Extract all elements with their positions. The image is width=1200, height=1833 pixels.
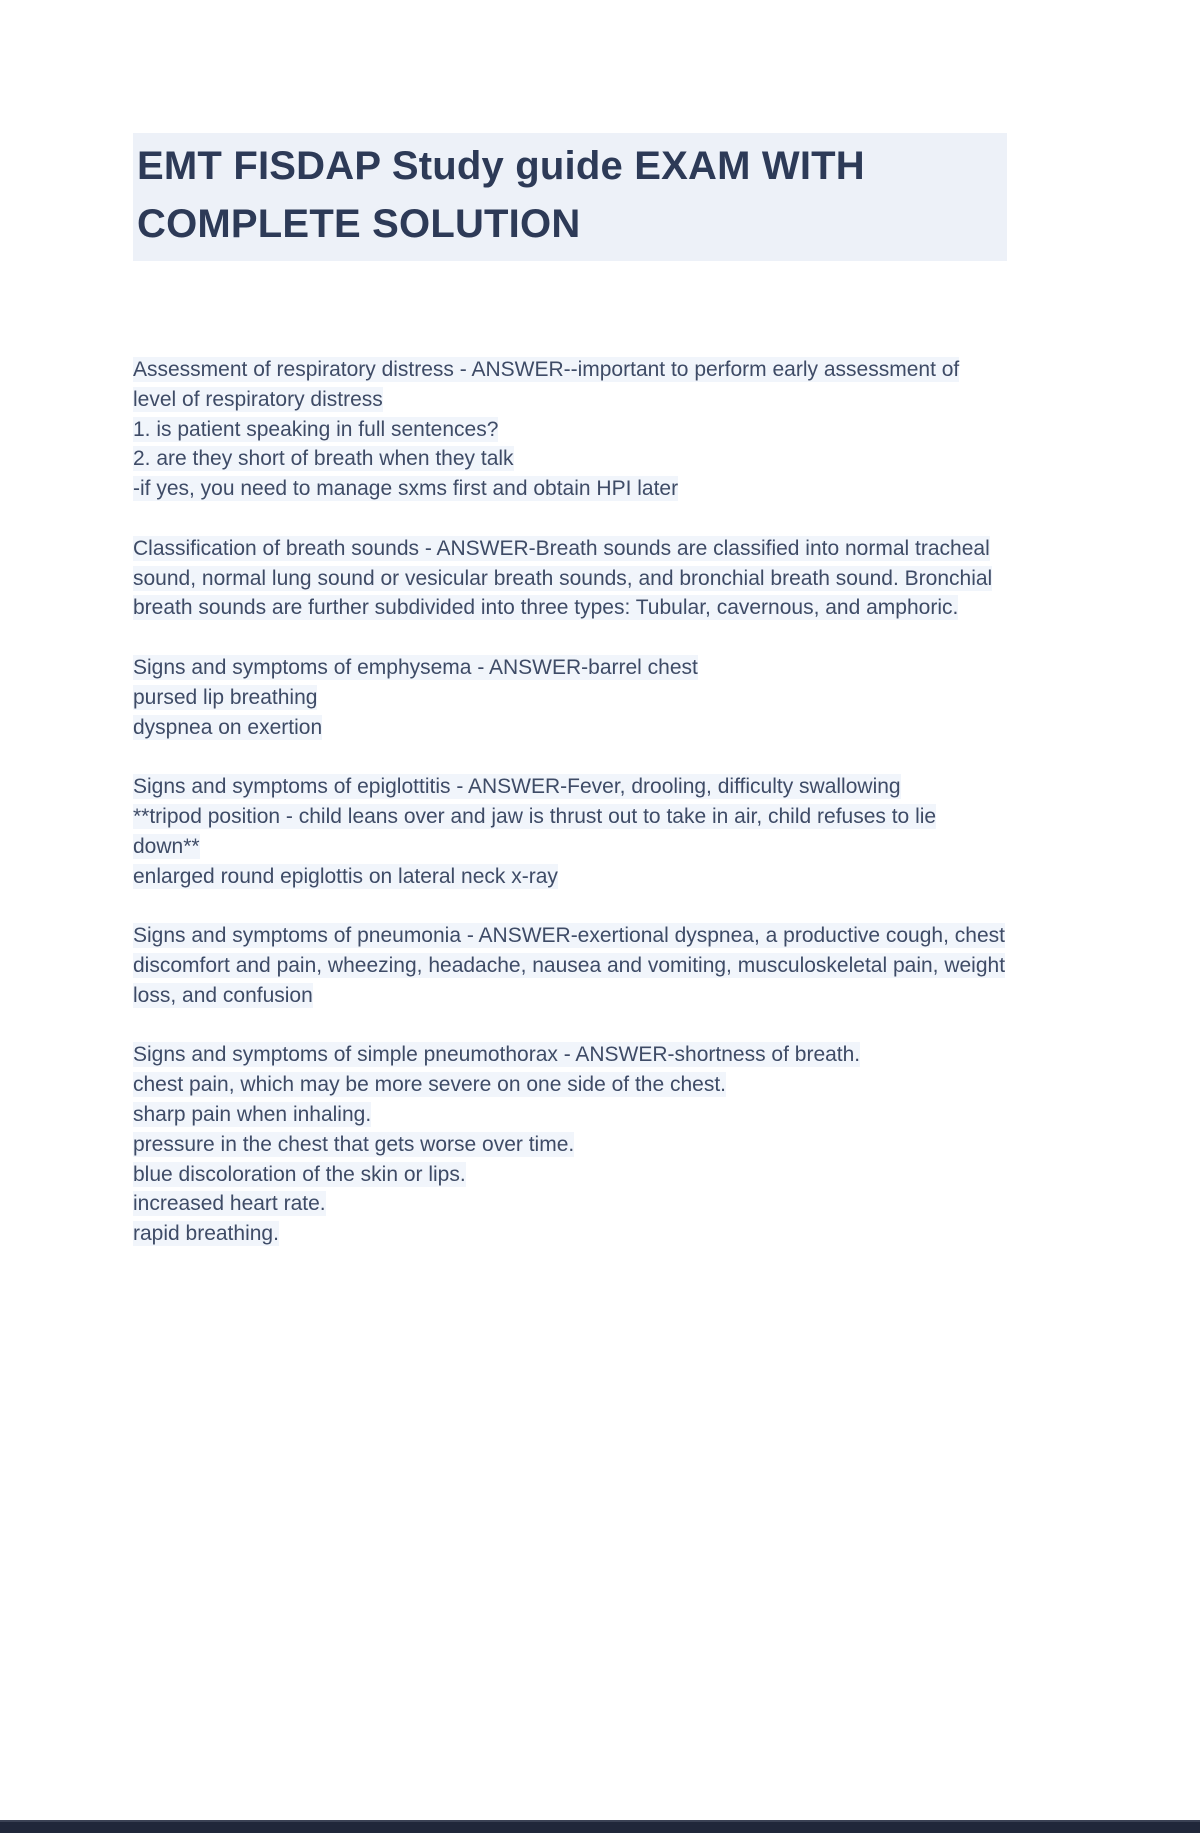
qa-line-text: **tripod position - child leans over and jaw is thrust out to take in air, child refuses to lie down** [133,804,937,858]
qa-line [133,1130,1007,1160]
qa-line [133,1160,1007,1190]
qa-line [133,474,1007,504]
qa-line-text: 1. is patient speaking in full sentences? [133,417,499,441]
qa-line-text: increased heart rate. [133,1192,326,1216]
qa-line [133,355,1007,415]
qa-line-text: rapid breathing. [133,1222,279,1246]
qa-line [133,772,1007,802]
qa-item-breath-sounds [133,534,1007,623]
qa-line-text: Assessment of respiratory distress - ANSWER--important to perform early assessment of level of respiratory distress [133,358,960,411]
document-body [133,355,1007,1249]
qa-line-text: blue discoloration of the skin or lips. [133,1162,466,1186]
qa-line-text: Signs and symptoms of pneumonia - ANSWER-exertional dyspnea, a productive cough, chest discomfort and pain, wheezing, headache, nausea and vomiting, musculoskeletal pain, weight loss, and confusion [133,924,1006,1007]
qa-line [133,1100,1007,1130]
page-title: EMT FISDAP Study guide EXAM WITH COMPLETE SOLUTION [137,144,865,246]
qa-line [133,921,1007,1010]
qa-line [133,713,1007,743]
qa-line-text: dyspnea on exertion [133,715,323,739]
document-content [133,133,1007,1249]
title-block [133,133,1007,261]
qa-line [133,1219,1007,1249]
qa-line-text: sharp pain when inhaling. [133,1102,372,1126]
qa-item-emphysema [133,653,1007,742]
qa-item-epiglottitis [133,772,1007,891]
qa-line-text: 2. are they short of breath when they talk [133,447,514,471]
qa-line [133,1040,1007,1070]
qa-line-text: Signs and symptoms of epiglottitis - ANSWER-Fever, drooling, difficulty swallowing [133,775,901,799]
qa-line-text: chest pain, which may be more severe on one side of the chest. [133,1073,726,1097]
qa-line [133,802,1007,862]
qa-line-text: pursed lip breathing [133,685,318,709]
qa-line [133,1189,1007,1219]
qa-line-text: Signs and symptoms of emphysema - ANSWER-barrel chest [133,655,698,679]
qa-line-text: pressure in the chest that gets worse over time. [133,1132,575,1156]
qa-line [133,534,1007,623]
qa-line-text: -if yes, you need to manage sxms first and obtain HPI later [133,477,679,501]
qa-line-text: Signs and symptoms of simple pneumothorax - ANSWER-shortness of breath. [133,1043,861,1067]
qa-line [133,862,1007,892]
qa-item-simple-pneumothorax [133,1040,1007,1249]
qa-line [133,653,1007,683]
qa-line [133,1070,1007,1100]
qa-line [133,444,1007,474]
qa-item-pneumonia [133,921,1007,1010]
document-page [0,133,1200,1833]
qa-line-text: Classification of breath sounds - ANSWER-Breath sounds are classified into normal tracheal sound, normal lung sound or vesicular breath sounds, and bronchial breath sound. Bronchial breath sounds are further subdivided into three types: Tubular, cavernous, and amphoric. [133,536,993,620]
qa-item-respiratory-distress [133,355,1007,504]
qa-line-text: enlarged round epiglottis on lateral neck x-ray [133,864,558,888]
qa-line [133,415,1007,445]
footer-bar [0,1820,1200,1833]
qa-line [133,683,1007,713]
